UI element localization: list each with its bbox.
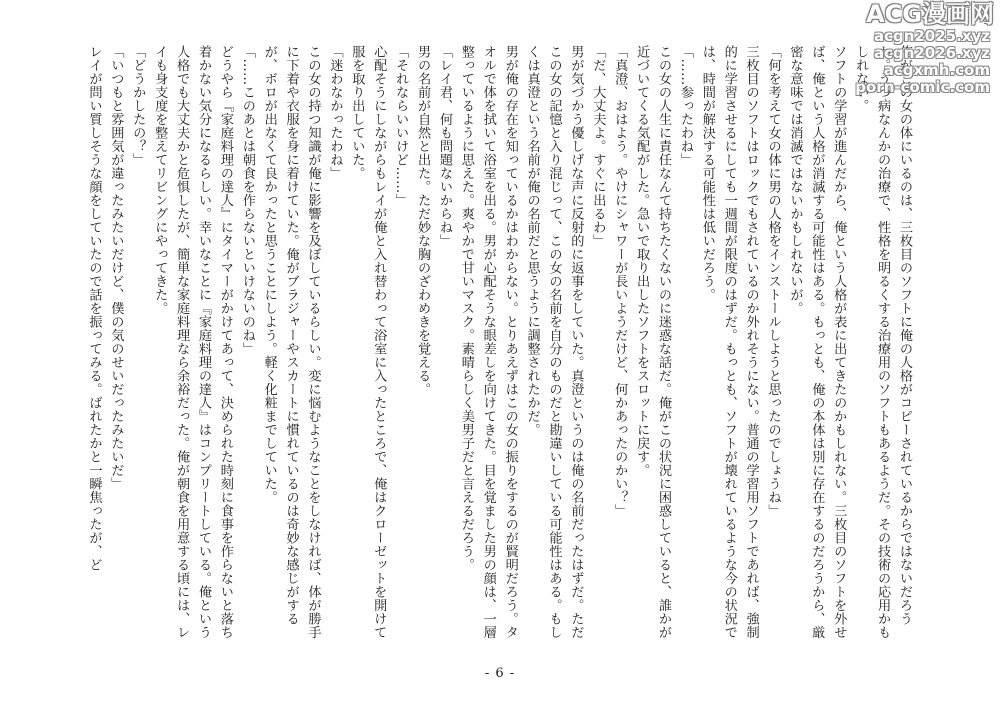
paragraph: どうやら『家庭料理の達人』にタイマーがかけてあって、決められた時刻に食事を作らないと落ち着かない気分になるらしい。幸いなことに『家庭料理の達人』はコンプリートしている。俺という人格でも大丈夫かと危惧したが、簡単な家庭料理なら余裕だった。俺が朝食を用意する頃には、レイも身支度を整えてリビングにやってきた。: [152, 45, 233, 639]
paragraph: 心配そうにしながらもレイが俺と入れ替わって浴室に入ったところで、俺はクローゼットを開けて服を取り出していた。: [349, 45, 387, 639]
paragraph: 男が俺の存在を知っているかはわからない。とりあえずはこの女の振りをするのが賢明だろう。タオルで体を拭いて浴室を出る。男が心配そうな眼差しを向けてきた。目を覚ました男の顔は、一層整っているように思えた。爽やかで甘いマスク。素晴らしく美男子だと言えるだろう。: [458, 45, 518, 639]
watermark-logo: ACG漫画网: [866, 0, 994, 28]
paragraph: ソフトの学習が進んだから、俺という人格が表に出てきたのかもしれない。三枚目のソフトを外せば、俺という人格が消滅する可能性はある。もっとも、俺の本体は別に存在するのだろうから、厳密な意味では消滅ではないかもしれないが。: [787, 45, 847, 639]
dialogue-line: 「いつもと雰囲気が違ったみたいだけど、僕の気のせいだったみたいだ」: [108, 45, 124, 491]
watermark-site: acgn2026.xyz: [873, 44, 990, 62]
dialogue-line: 「だ、大丈夫よ。すぐに出るわ」: [590, 45, 606, 248]
watermark-site: acgn2025.xyz: [873, 27, 990, 45]
watermark-site: porn-comic.com: [855, 78, 990, 96]
paragraph: この女の人生に責任なんて持ちたくないのに迷惑な話だ。俺がこの状況に困惑していると、誰かが近づいてくる気配がした。急いで取り出したソフトをスロットに戻す。: [634, 45, 672, 639]
paragraph: 男の名前が自然と出た。ただ妙な胸のざわめきを覚える。: [415, 45, 431, 396]
watermark-site: acgxmh.com: [883, 61, 990, 79]
paragraph: この女の持つ知識が俺に影響を及ぼしているらしい。変に悩むようなことをしなければ、体が勝手に下着や衣服を身に着けていた。俺がブラジャーやスカートに慣れているのは奇妙な感じがするが、ボロが出なくて良かったと思うことにしよう。軽く化粧までしていた。: [261, 45, 321, 639]
dialogue-line: 「レイ君、何も問題ないからね」: [436, 45, 452, 248]
watermark: [838, 0, 1000, 98]
dialogue-line: 「……このあとは朝食を作らないといけないのね」: [239, 45, 255, 356]
dialogue-line: 「真澄、おはよう。やけにシャワーが長いようだけど、何かあったのかい？」: [612, 45, 628, 518]
page-number: - 6 -: [484, 666, 516, 681]
dialogue-line: 「……参ったわね」: [677, 45, 693, 167]
dialogue-line: 「迷わなかったわね」: [327, 45, 343, 180]
dialogue-line: 「何を考えて女の体に男の人格をインストールしようと思ったのでしょうね」: [765, 45, 781, 518]
dialogue-line: 「それならいいけど……」: [393, 45, 409, 207]
vertical-text-body: [75, 45, 915, 645]
paragraph: 三枚目のソフトはロックでもされているのか外れそうにない。普通の学習用ソフトであれば、強制的に学習させるにしても一週間が限度のはずだ。もっとも、ソフトが壊れているような今の状況では、時間が解決する可能性は低いだろう。: [699, 45, 759, 639]
dialogue-line: 「どうかしたの？」: [130, 45, 146, 167]
paragraph: レイが問い質しそうな顔をしていたので話を振ってみる。ばれたかと一瞬焦ったが、ど: [86, 45, 102, 572]
paragraph: 俺がこの女の体にいるのは、三枚目のソフトに俺の人格がコピーされているからではないだろうか。うつ病なんかの治療で、性格を明るくする治療用のソフトもあるようだ。その技術の応用かもしれない。: [853, 45, 912, 639]
paragraph: 男が気づかう優しげな声に反射的に返事をしていた。真澄というのは俺の名前だったはずだ。ただこの女の記憶と入り混じって、この女の名前を自分のものだと勘違いしている可能性はある。もしくは真澄という名前が俺の名前だと思うように調整されたかだ。: [524, 45, 584, 639]
